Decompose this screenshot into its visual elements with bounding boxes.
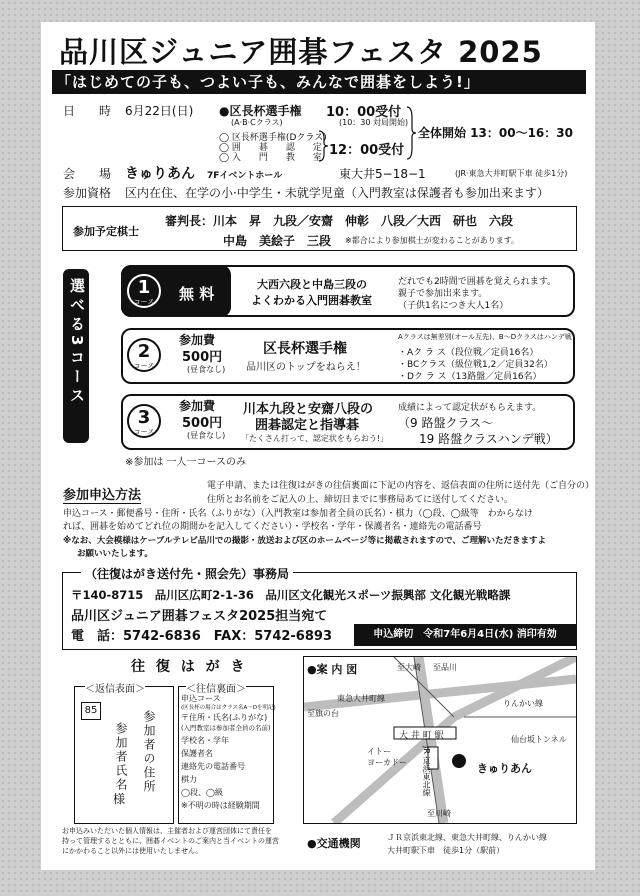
overall-time: 全体開始 13：00〜16：30 (418, 126, 573, 140)
back-line-10: ※不明の時は経験期間 (181, 801, 260, 810)
office-deadline: 申込締切 令和7年6月4日(水) 消印有効 (354, 624, 576, 646)
map-curian: きゅりあん (477, 762, 532, 775)
course1-fee: 無 料 (179, 285, 215, 303)
courses-side-label: 選べる3コース (68, 278, 86, 407)
map-ooimachi: 大 井 町 駅 (399, 731, 444, 741)
course2-desc-3: ・Dク ラ ス（13路盤／定員16名） (398, 372, 542, 382)
privacy-2: 持って管理するとともに、囲碁イベントのご案内と当イベントの運営 (62, 837, 279, 845)
course2-title: 区長杯選手権 (263, 341, 347, 357)
back-line-8: 棋力 (181, 775, 197, 784)
course2-badge: 2 コース (127, 338, 161, 372)
course3-title2: 囲碁認定と指導碁 (255, 418, 360, 433)
small-item-2: ◯ 囲 碁 認 定 (219, 143, 322, 153)
course2-desc-1: ・Aク ラ ス（段位戦／定員16名） (398, 348, 539, 358)
time1-sub: (10：30 対局開始) (339, 118, 409, 127)
map-kawasaki: 至川崎 (427, 809, 451, 818)
postcard-zip: 85 (81, 702, 101, 720)
one-course-note: ※参加は 一人一コースのみ (125, 457, 247, 468)
transport-line2: 大井町駅下車 徒歩1分（駅前） (387, 846, 505, 855)
apply-p1a: 電子申請、または往復はがきの往信裏面に下記の内容を、返信表面の住所に送付先（ご自分の） (207, 481, 595, 491)
kishi-line1: 審判長：川本 昇 九段／安齋 伸彰 八段／大西 研也 六段 (165, 214, 514, 228)
transport-label: ●交通機関 (307, 837, 361, 850)
back-line-3: 〒住所・氏名(ふりがな) (181, 713, 268, 722)
course3-title3: 「たくさん打って、認定状をもらおう!」 (241, 434, 389, 443)
course3-desc-head: 成績によって認定状がもらえます。 (398, 403, 542, 413)
map-label: ●案 内 図 (307, 663, 358, 676)
page-title: 品川区ジュニア囲碁フェスタ 2025 (59, 35, 543, 69)
venue-address: 東大井5−18−1 (339, 167, 426, 181)
back-line-5: 学校名・学年 (181, 736, 229, 745)
date-value: 6月22日(日) (125, 104, 194, 118)
office-line2: 品川区ジュニア囲碁フェスタ2025担当宛て (71, 609, 328, 624)
map-sendai: 仙台坂トンネル (511, 735, 567, 744)
course1-desc-2: 親子で参加出来ます。 (398, 289, 488, 299)
back-line-1: 申込コース (181, 694, 221, 703)
apply-p2a: 申込コース・郵便番号・住所・氏名（ふりがな）（入門教室は参加者全員の氏名）・棋力（◯段、◯級等 わからなけ (63, 509, 533, 519)
apply-warn1: ※なお、大会模様はケーブルテレビ品川での撮影・放送および区のホームページ等に掲載されますので、ご理解いただきますよ (63, 536, 546, 546)
course3-title: 川本九段と安齋八段の (243, 402, 374, 417)
course3-price: 500円 (182, 416, 223, 431)
map-shinagawa: 至品川 (433, 663, 457, 672)
course1-title2: よくわかる入門囲碁教室 (251, 294, 372, 307)
course1-title: 大西六段と中島三段の (257, 278, 367, 291)
course3-desc-2: 19 路盤クラスハンデ戦） (419, 432, 558, 446)
course2-title2: 品川区のトップをねらえ！ (246, 362, 366, 373)
privacy-3: にかかわること以外には使用いたしません。 (62, 847, 203, 855)
map-rinkai: りんかい線 (503, 699, 543, 708)
privacy-1: お申込みいただいた個人情報は、主催者および運営団体にて責任を (62, 827, 272, 835)
postcard-sama: 様 (113, 792, 126, 806)
small-item-1: ◯ 区長杯選手権(Dクラス) (219, 133, 327, 143)
venue-hall: 7Fイベントホール (207, 171, 283, 181)
apply-warn2: お願いいたします。 (77, 549, 153, 559)
kishi-line2: 中島 美絵子 三段 (223, 234, 332, 248)
office-header: （往復はがき送付先・照会先）事務局 (81, 565, 293, 582)
course3-fee: 参加費 (179, 399, 216, 413)
office-line1: 〒140-8715 品川区広町2-1-36 品川区文化観光スポーツ振興部 文化観光戦略課 (71, 588, 511, 602)
apply-p2b: れば、囲碁を始めてどれ位の期間かを記入してください）・学校名・学年・保護者名・連絡先の電話番号 (63, 522, 482, 532)
slogan-banner: 「はじめての子も、つよい子も、みんなで囲碁をしよう!」 (52, 70, 586, 94)
apply-p1b: 住所とお名前をご記入の上、締切日までに事務局あてに送付してください。 (207, 495, 514, 505)
back-line-9: ◯段、◯級 (181, 788, 223, 797)
eligibility-label: 参加資格 (63, 186, 112, 200)
kishi-label: 参加予定棋士 (73, 225, 139, 238)
brace-icon (317, 130, 329, 162)
date-label: 日 時 (63, 104, 112, 118)
course2-header: Aクラスは無差別(オール互先)、B〜Dクラスはハンデ戦 (398, 333, 572, 341)
eligibility-text: 区内在住、在学の小·中学生・未就学児童（入門教室は保護者も参加出来ます） (125, 186, 549, 200)
course3-badge: 3 コース (127, 404, 161, 438)
time2: 12：00受付 (329, 143, 405, 158)
return-back-label: ＜往信裏面＞ (186, 680, 246, 695)
flyer (41, 22, 595, 870)
map-tokyu: 東急大井町線 (337, 694, 385, 703)
course1-desc-3: （子供1名につき大人1名） (398, 301, 509, 311)
main-event-sub: (A·B·Cクラス) (231, 118, 283, 127)
main-event: ●区長杯選手権 (219, 104, 302, 118)
reply-face-label: ＜返信表面＞ (85, 680, 145, 695)
course3-desc-1: （9 路盤クラス〜 (398, 416, 494, 430)
transport-line1: ＪＲ京浜東北線、東急大井町線、りんかい線 (387, 833, 547, 842)
back-line-7: 連絡先の電話番号 (181, 762, 245, 771)
course3-note: (昼食なし) (187, 431, 226, 440)
back-line-4: (入門教室は参加者全員の名前) (181, 724, 271, 732)
course1-badge: 1 コース (127, 274, 161, 308)
small-item-3: ◯ 入 門 教 室 (219, 153, 322, 163)
postcard-col1: 参加者の住所 (142, 710, 156, 794)
apply-label: 参加申込方法 (63, 484, 141, 504)
map-hatanodai: 至旗の台 (307, 709, 339, 718)
map-omori: 至大崎 (397, 663, 421, 672)
time1: 10：00受付 (326, 105, 402, 120)
venue-access: (JR·東急大井町駅下車 徒歩1分) (455, 169, 568, 178)
course2-fee: 参加費 (179, 333, 216, 347)
venue-label: 会 場 (63, 167, 112, 181)
course2-note: (昼食なし) (187, 365, 226, 374)
venue-name: きゅりあん (125, 166, 195, 182)
back-line-6: 保護者名 (181, 749, 213, 758)
kishi-note: ※都合により参加棋士が変わることがあります。 (345, 236, 520, 245)
office-phone: 電 話：5742-6836 FAX：5742-6893 (71, 629, 332, 644)
postcard-col2: 参加者氏名 (114, 722, 128, 792)
brace-icon (405, 106, 417, 160)
map-itoyokado: イトー ヨーカドー (367, 747, 407, 767)
map-jr: JR 京浜東北線 (422, 746, 431, 797)
back-line-2: (区長杯の場合はクラス名A〜Dを明記) (181, 705, 276, 711)
course1-desc-1: だれでも2時間で囲碁を覚えられます。 (398, 277, 557, 287)
postcard-title: 往 復 は が き (131, 659, 248, 675)
course2-desc-2: ・BCクラス（級位戦1,2／定員32名） (398, 360, 553, 370)
course2-price: 500円 (182, 350, 223, 365)
